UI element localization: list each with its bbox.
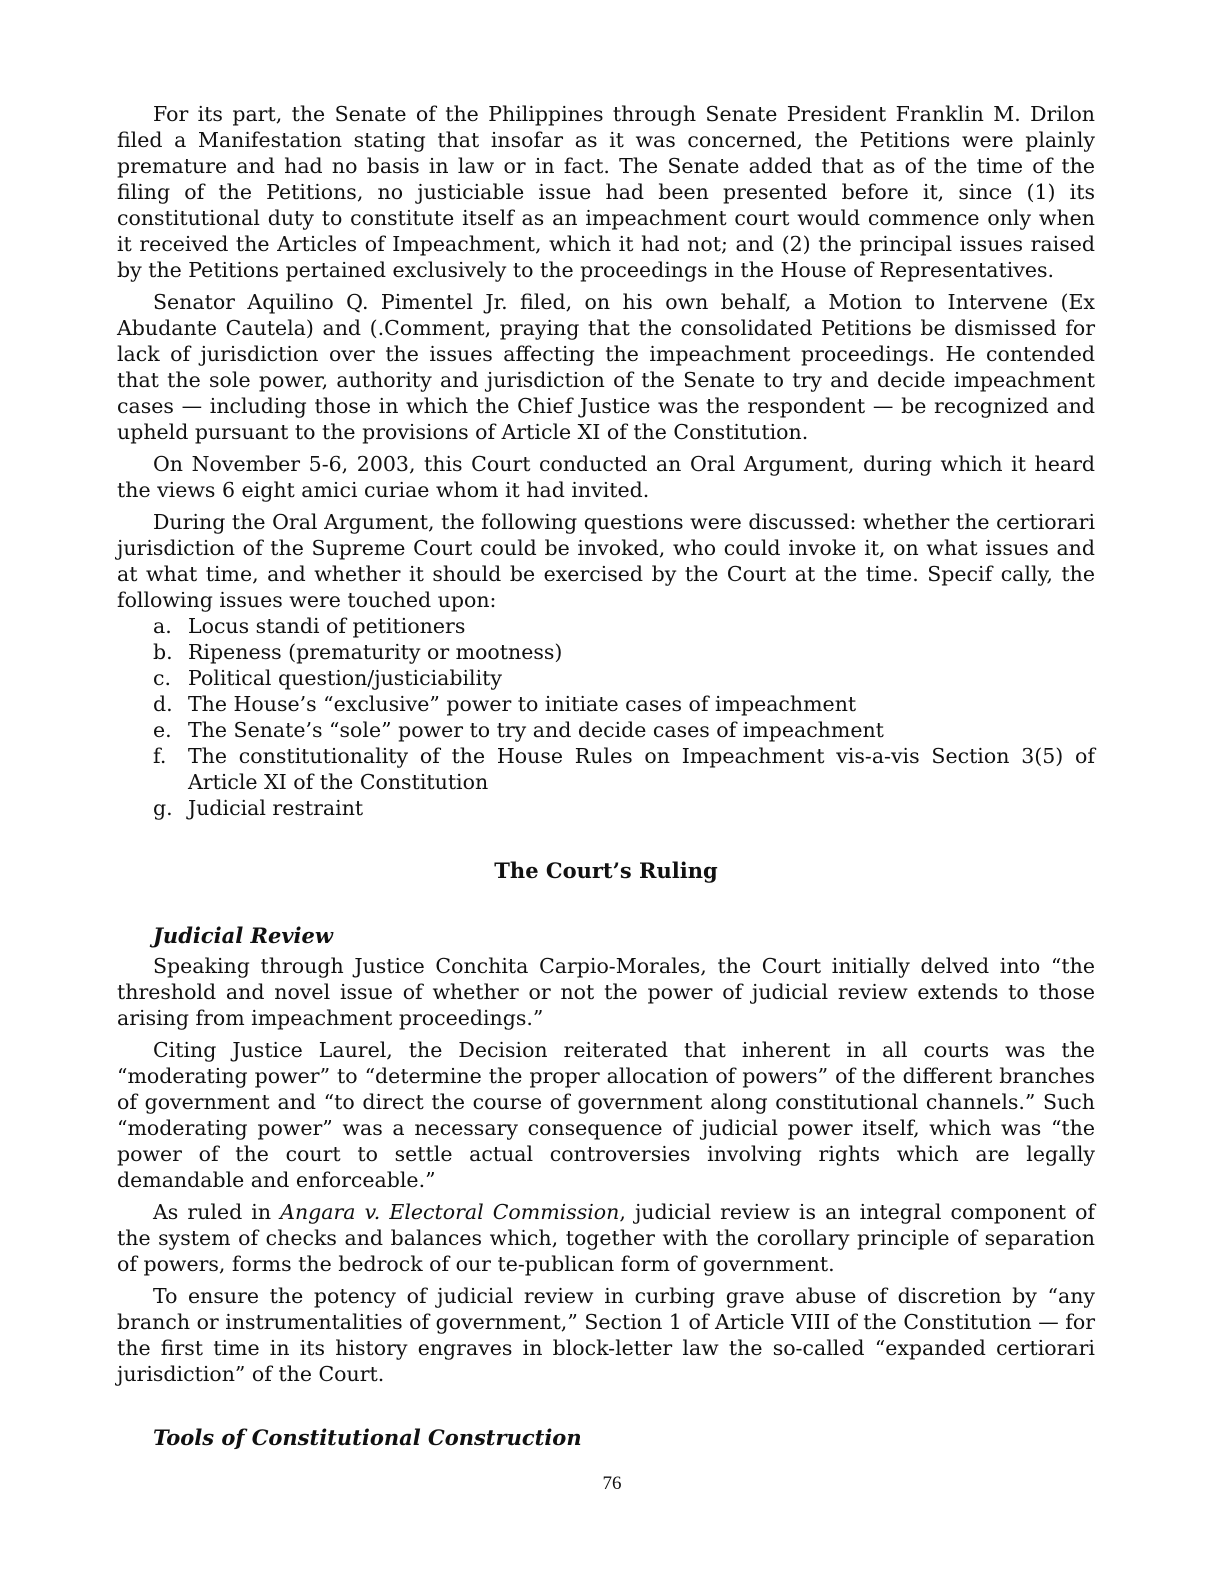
list-marker: c. [153,666,171,690]
list-item [153,613,1095,639]
list-marker: b. [153,640,173,664]
angara-prefix: As ruled in [153,1200,281,1224]
issues-list [117,613,1095,821]
list-item-text: Ripeness (prematurity or mootness) [188,640,563,664]
list-item [153,743,1095,795]
list-item [153,665,1095,691]
list-item [153,795,1095,821]
paragraph-angara [117,1199,1095,1277]
list-marker: g. [153,796,173,820]
list-item-text: The Senate’s “sole” power to try and decide cases of impeachment [188,718,884,742]
list-item-text: Political question/justiciability [188,666,502,690]
paragraph-questions-discussed: During the Oral Argument, the following questions were discussed: whether the certiorari jurisdiction of the Supreme Court could be invoked, who could invoke it, on what issues and at what time, and whether it should be exercised by the Court at the time. Specif cally, the following issues were touched upon: [117,510,1095,612]
list-item-text: Judicial restraint [188,796,364,820]
list-marker: d. [153,692,173,716]
section-heading-courts-ruling: The Court’s Ruling [494,858,718,883]
page-number: 76 [602,1473,622,1494]
list-item-text: The constitutionality of the House Rules on Impeachment vis-a-vis Section 3(5) of Article XI of the Constitution [188,744,1095,794]
list-item-text: The House’s “exclusive” power to initiate cases of impeachment [188,692,857,716]
angara-suffix: , judicial review is an integral component of the system of checks and balances which, together with the corollary principle of separation of powers, forms the bedrock of our te-publican form of government. [117,1200,1096,1276]
subheading-judicial-review: Judicial Review [153,923,333,948]
document-body [117,101,1095,1455]
paragraph-expanded-certiorari: To ensure the potency of judicial review in curbing grave abuse of discretion by “any branch or instrumentalities of government,” Section 1 of Article VIII of the Constitution — for the first time in its history engraves in block-letter law the so-called “expanded certiorari jurisdiction” of the Court. [117,1284,1095,1386]
list-item-text: Locus standi of petitioners [188,614,466,638]
list-item [153,639,1095,665]
paragraph-oral-argument: On November 5-6, 2003, this Court conducted an Oral Argument, during which it heard the views 6 eight amici curiae whom it had invited. [117,452,1095,502]
paragraph-carpio-morales: Speaking through Justice Conchita Carpio-Morales, the Court initially delved into “the threshold and novel issue of whether or not the power of judicial review extends to those arising from impeachment proceedings.” [117,954,1095,1030]
paragraph-justice-laurel: Citing Justice Laurel, the Decision reiterated that inherent in all courts was the “moderating power” to “determine the proper allocation of powers” of the different branches of government and “to direct the course of government along constitutional channels.” Such “moderating power” was a necessary consequence of judicial power itself, which was “the power of the court to settle actual controversies involving rights which are legally demandable and enforceable.” [117,1038,1095,1192]
paragraph-senate-manifestation: For its part, the Senate of the Philippines through Senate President Franklin M. Drilon filed a Manifestation stating that insofar as it was concerned, the Petitions were plainly premature and had no basis in law or in fact. The Senate added that as of the time of the filing of the Petitions, no justiciable issue had been presented before it, since (1) its constitutional duty to constitute itself as an impeachment court would commence only when it received the Articles of Impeachment, which it had not; and (2) the principal issues raised by the Petitions pertained exclusively to the proceedings in the House of Representatives. [117,102,1095,282]
list-item [153,717,1095,743]
case-name-angara: Angara v. Electoral Commission [280,1200,620,1224]
paragraph-pimentel-motion: Senator Aquilino Q. Pimentel Jr. filed, on his own behalf, a Motion to Intervene (Ex Abudante Cautela) and (.Comment, praying that the consolidated Petitions be dismissed for lack of jurisdiction over the issues affecting the impeachment proceedings. He contended that the sole power, authority and jurisdiction of the Senate to try and decide impeachment cases — including those in which the Chief Justice was the respondent — be recognized and upheld pursuant to the provisions of Article XI of the Constitution. [117,290,1095,444]
list-item [153,691,1095,717]
subheading-tools-of-construction: Tools of Constitutional Construction [153,1425,582,1450]
list-marker: e. [153,718,172,742]
list-marker: a. [153,614,172,638]
list-marker: f. [153,744,167,768]
